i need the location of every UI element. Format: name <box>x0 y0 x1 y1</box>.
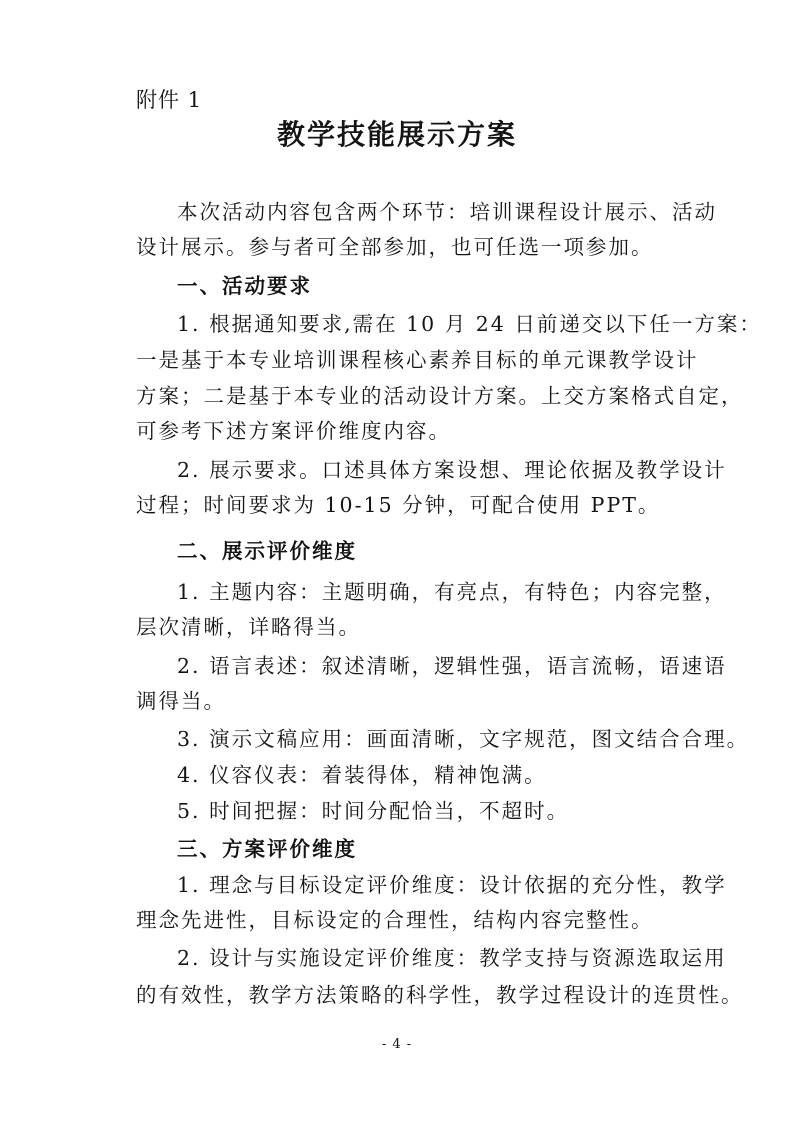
section-2-heading: 二、展示评价维度 <box>177 539 357 563</box>
section-1-item-1-line-1: 1. 根据通知要求,需在 10 月 24 日前递交以下任一方案： <box>177 312 762 336</box>
section-2-item-2-line-1: 2. 语言表述：叙述清晰，逻辑性强，语言流畅，语速语 <box>177 654 727 678</box>
section-1-heading: 一、活动要求 <box>177 274 312 298</box>
attachment-label: 附件 1 <box>136 88 203 112</box>
section-3-heading: 三、方案评价维度 <box>177 837 357 861</box>
section-3-item-2-line-1: 2. 设计与实施设定评价维度：教学支持与资源选取运用 <box>177 946 727 970</box>
section-2-item-4: 4. 仪容仪表：着装得体，精神饱满。 <box>177 763 547 787</box>
section-1-item-2-line-2: 过程；时间要求为 10-15 分钟，可配合使用 PPT。 <box>136 493 661 517</box>
section-2-item-2-line-2: 调得当。 <box>136 689 226 713</box>
section-2-item-5: 5. 时间把握：时间分配恰当，不超时。 <box>177 799 570 823</box>
section-2-item-1-line-1: 1. 主题内容：主题明确，有亮点，有特色；内容完整， <box>177 580 727 604</box>
section-2-item-1-line-2: 层次清晰，详略得当。 <box>136 615 361 639</box>
section-1-item-2-line-1: 2. 展示要求。口述具体方案设想、理论依据及教学设计 <box>177 458 727 482</box>
section-1-item-1-line-2: 一是基于本专业培训课程核心素养目标的单元课教学设计 <box>136 348 699 372</box>
section-1-item-1-line-3: 方案；二是基于本专业的活动设计方案。上交方案格式自定， <box>136 384 744 408</box>
intro-line-2: 设计展示。参与者可全部参加，也可任选一项参加。 <box>136 235 654 259</box>
section-2-item-3: 3. 演示文稿应用：画面清晰，文字规范，图文结合合理。 <box>177 727 750 751</box>
page-number: - 4 - <box>381 1037 413 1052</box>
section-1-item-1-line-4: 可参考下述方案评价维度内容。 <box>136 419 451 443</box>
intro-line-1: 本次活动内容包含两个环节：培训课程设计展示、活动 <box>177 200 717 224</box>
section-3-item-1-line-1: 1. 理念与目标设定评价维度：设计依据的充分性，教学 <box>177 873 727 897</box>
section-3-item-1-line-2: 理念先进性，目标设定的合理性，结构内容完整性。 <box>136 908 654 932</box>
section-3-item-2-line-2: 的有效性，教学方法策略的科学性，教学过程设计的连贯性。 <box>136 983 744 1007</box>
document-title: 教学技能展示方案 <box>276 118 517 151</box>
